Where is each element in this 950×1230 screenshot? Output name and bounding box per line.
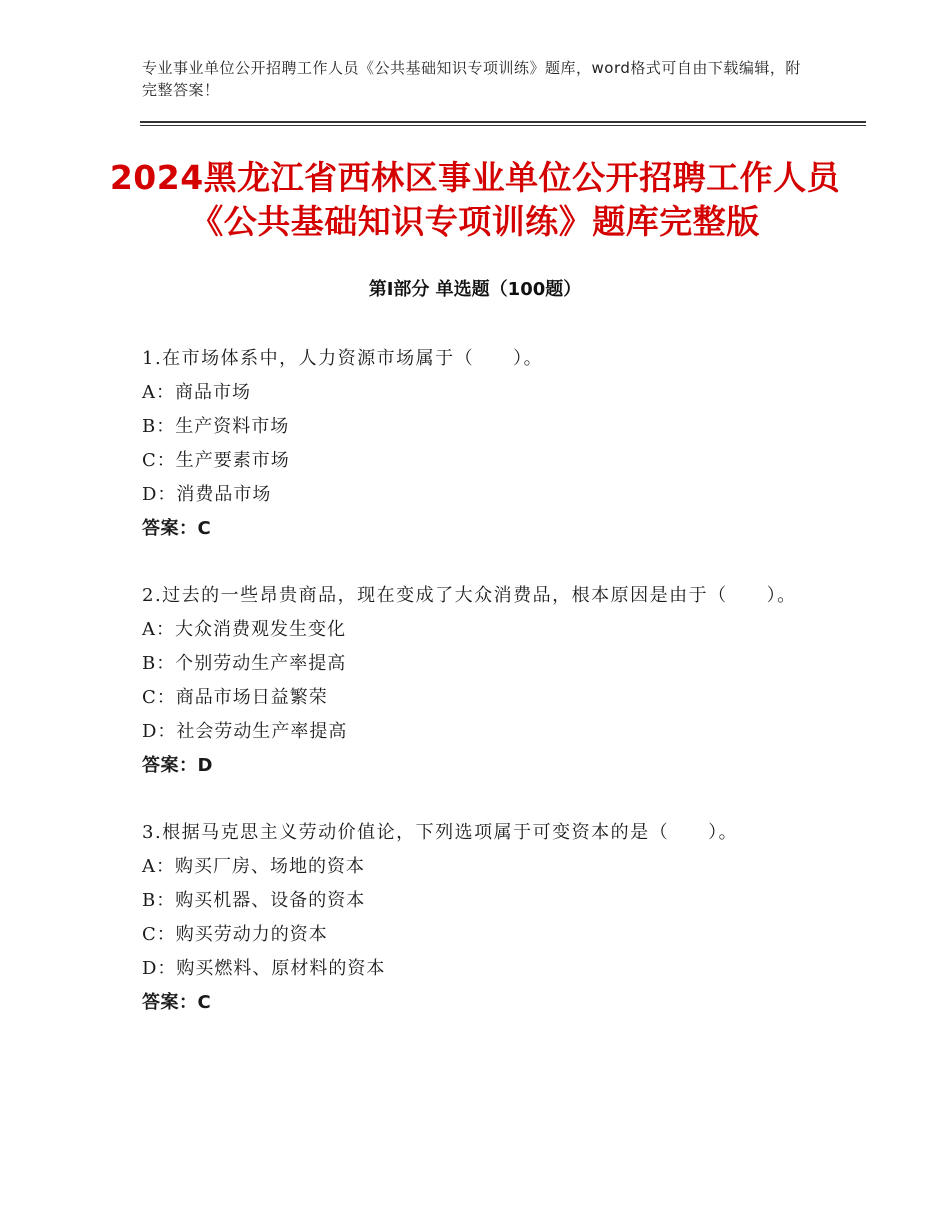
option-c: C：生产要素市场 [142,450,290,471]
section-title: 第Ⅰ部分 单选题（100题） [368,279,582,300]
answer: 答案：C [142,992,212,1013]
question-1 [142,342,802,546]
question-stem: 2.过去的一些昂贵商品，现在变成了大众消费品，根本原因是由于（ ）。 [142,585,797,606]
header-rule-thick [140,121,866,123]
question-stem: 3.根据马克思主义劳动价值论，下列选项属于可变资本的是（ ）。 [142,822,739,843]
option-c: C：购买劳动力的资本 [142,924,328,945]
option-a: A：大众消费观发生变化 [142,619,346,640]
document-title: 2024黑龙江省西林区事业单位公开招聘工作人员《公共基础知识专项训练》题库完整版 [109,158,841,241]
answer: 答案：C [142,518,212,539]
option-c: C：商品市场日益繁荣 [142,687,328,708]
option-d: D：社会劳动生产率提高 [142,721,348,742]
option-b: B：个别劳动生产率提高 [142,653,347,674]
option-d: D：消费品市场 [142,484,272,505]
question-stem: 1.在市场体系中，人力资源市场属于（ ）。 [142,348,544,369]
answer: 答案：D [142,755,213,776]
question-list [142,342,802,1053]
header-note: 专业事业单位公开招聘工作人员《公共基础知识专项训练》题库，word格式可自由下载编辑，附完整答案！ [142,59,801,99]
option-d: D：购买燃料、原材料的资本 [142,958,386,979]
question-2 [142,579,802,783]
option-a: A：商品市场 [142,382,251,403]
option-a: A：购买厂房、场地的资本 [142,856,365,877]
header-rule-thin [140,125,866,126]
question-3 [142,816,802,1020]
option-b: B：购买机器、设备的资本 [142,890,366,911]
option-b: B：生产资料市场 [142,416,290,437]
